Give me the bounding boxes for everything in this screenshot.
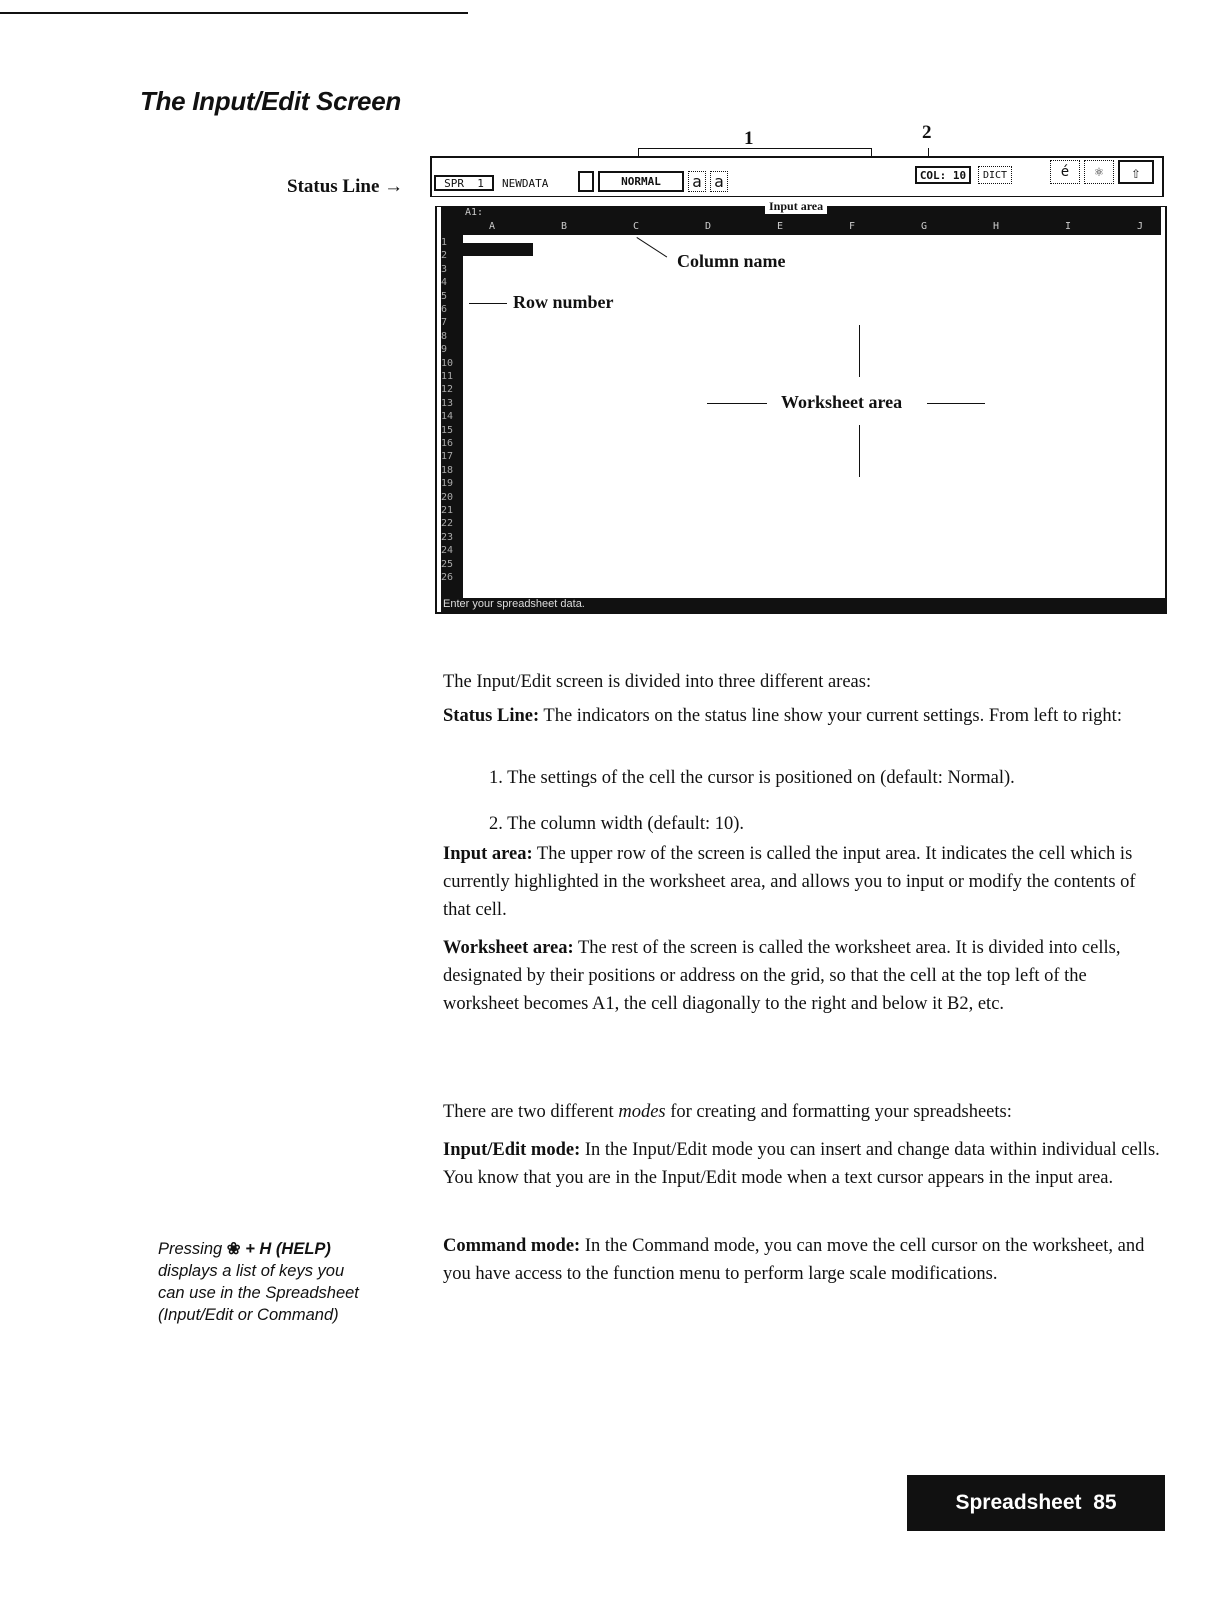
spreadsheet-screen <box>435 199 1167 614</box>
row-number-8: 8 <box>441 330 448 342</box>
row-number-24: 24 <box>441 545 454 557</box>
sidenote-rest: displays a list of keys you can use in the Spreadsheet (Input/Edit or Command) <box>158 1262 359 1324</box>
row-number-25: 25 <box>441 558 454 570</box>
cell-cursor <box>463 243 533 256</box>
sidenote-pressing: Pressing <box>158 1240 227 1258</box>
column-header-j: J <box>1137 221 1144 232</box>
column-width-indicator: COL: 10 <box>915 166 971 184</box>
help-sidenote <box>158 1238 368 1326</box>
dictionary-indicator: DICT <box>978 166 1012 184</box>
callout-1: 1 <box>744 128 754 149</box>
callout-2: 2 <box>922 122 932 143</box>
worksheet-area-text: The rest of the screen is called the worksheet area. It is divided into cells, designated by their positions or address on the grid, so that the cell at the top left of the worksheet becomes A1, the cell diagonally to the right and below it B2, etc. <box>443 938 1121 1014</box>
column-header-g: G <box>921 221 928 232</box>
row-number-4: 4 <box>441 277 448 289</box>
worksheet-pointer-right <box>927 403 985 404</box>
row-number-17: 17 <box>441 451 454 463</box>
sidenote-keys: + H (HELP) <box>240 1240 331 1258</box>
input-area-description <box>443 840 1163 924</box>
screen-figure <box>430 122 1170 616</box>
page-footer <box>907 1475 1165 1531</box>
column-header-row <box>441 221 1161 235</box>
row-number-2: 2 <box>441 250 448 262</box>
row-number-26: 26 <box>441 572 454 583</box>
worksheet-pointer-left <box>707 403 767 404</box>
column-header-a: A <box>489 221 496 232</box>
row-number-23: 23 <box>441 531 454 543</box>
font-indicator-1: a <box>688 171 706 192</box>
column-name-pointer <box>636 237 667 258</box>
worksheet-area-description <box>443 934 1163 1018</box>
row-number-11: 11 <box>441 371 454 382</box>
row-number-14: 14 <box>441 411 454 423</box>
list-item-2: 2. The column width (default: 10). <box>489 814 745 834</box>
status-line-term: Status Line: <box>443 706 540 726</box>
row-number-21: 21 <box>441 505 454 516</box>
command-mode-text: In the Command mode, you can move the cell cursor on the worksheet, and you have access to the function menu to perform large scale modifications. <box>443 1236 1145 1284</box>
row-number-15: 15 <box>441 424 454 436</box>
row-number-16: 16 <box>441 438 454 449</box>
command-mode-term: Command mode: <box>443 1236 581 1256</box>
row-number-20: 20 <box>441 491 454 503</box>
column-header-e: E <box>777 221 784 232</box>
status-line-description <box>443 702 1163 730</box>
message-line: Enter your spreadsheet data. <box>441 598 1165 612</box>
modes-intro <box>443 1098 1163 1126</box>
row-number-10: 10 <box>441 357 454 369</box>
input-cell-ref: A1: <box>465 207 484 218</box>
status-bar <box>430 156 1164 197</box>
worksheet-area-label: Worksheet area <box>781 392 903 412</box>
shift-icon: ⇧ <box>1118 160 1154 184</box>
worksheet-area-term: Worksheet area: <box>443 938 574 958</box>
input-edit-mode-description <box>443 1136 1163 1192</box>
filename: NEWDATA <box>502 177 549 190</box>
symbol-icon: ⚛ <box>1084 160 1114 184</box>
row-number-pointer <box>469 303 507 304</box>
footer-page-number: 85 <box>1093 1491 1117 1514</box>
status-line-text: The indicators on the status line show your current settings. From left to right: <box>539 706 1122 726</box>
status-line-caption: Status Line → <box>287 176 404 197</box>
input-edit-mode-term: Input/Edit mode: <box>443 1140 581 1160</box>
command-key-icon: ❀ <box>226 1240 241 1258</box>
cell-mode-indicator: NORMAL <box>598 171 684 192</box>
input-edit-mode-text: In the Input/Edit mode you can insert and change data within individual cells. You know that you are in the Input/Edit mode when a text cursor appears in the input area. <box>443 1140 1160 1188</box>
modes-intro-a: There are two different <box>443 1102 619 1122</box>
row-number-7: 7 <box>441 317 448 329</box>
column-header-h: H <box>993 221 1000 232</box>
input-area-label-line <box>507 201 1147 215</box>
row-number-22: 22 <box>441 518 454 530</box>
accent-icon: é <box>1050 160 1080 184</box>
spr-label: SPR <box>444 176 464 190</box>
document-indicator <box>434 175 494 191</box>
row-number-label: Row number <box>513 292 614 312</box>
modes-emphasis: modes <box>618 1102 666 1122</box>
row-number-5: 5 <box>441 290 448 302</box>
modes-intro-b: for creating and formatting your spreadsheets: <box>665 1102 1012 1122</box>
column-header-c: C <box>633 221 640 232</box>
row-number-column <box>441 235 463 598</box>
row-number-9: 9 <box>441 344 448 356</box>
input-area-label: Input area <box>765 199 827 214</box>
column-header-b: B <box>561 221 568 232</box>
command-mode-description <box>443 1232 1163 1288</box>
intro-paragraph: The Input/Edit screen is divided into three different areas: <box>443 672 872 692</box>
row-number-13: 13 <box>441 397 454 409</box>
worksheet-pointer-up <box>859 325 860 377</box>
column-header-i: I <box>1065 221 1072 232</box>
row-number-6: 6 <box>441 304 448 315</box>
input-area-text: The upper row of the screen is called the input area. It indicates the cell which is currently highlighted in the worksheet area, and allows you to input or modify the contents of that cell. <box>443 844 1136 920</box>
page-title: The Input/Edit Screen <box>140 86 401 116</box>
footer-section: Spreadsheet <box>955 1491 1082 1514</box>
top-rule <box>0 12 468 14</box>
worksheet-pointer-down <box>859 425 860 477</box>
cursor-box <box>578 171 594 192</box>
row-number-1: 1 <box>441 237 448 248</box>
font-indicator-2: a <box>710 171 728 192</box>
row-number-12: 12 <box>441 384 454 396</box>
input-area-term: Input area: <box>443 844 533 864</box>
doc-number: 1 <box>477 176 484 190</box>
column-header-d: D <box>705 221 712 232</box>
list-item-1: 1. The settings of the cell the cursor is positioned on (default: Normal). <box>489 768 1015 788</box>
row-number-18: 18 <box>441 464 454 476</box>
row-number-19: 19 <box>441 478 454 490</box>
row-number-3: 3 <box>441 263 448 275</box>
column-header-f: F <box>849 221 856 232</box>
column-name-label: Column name <box>677 251 786 271</box>
